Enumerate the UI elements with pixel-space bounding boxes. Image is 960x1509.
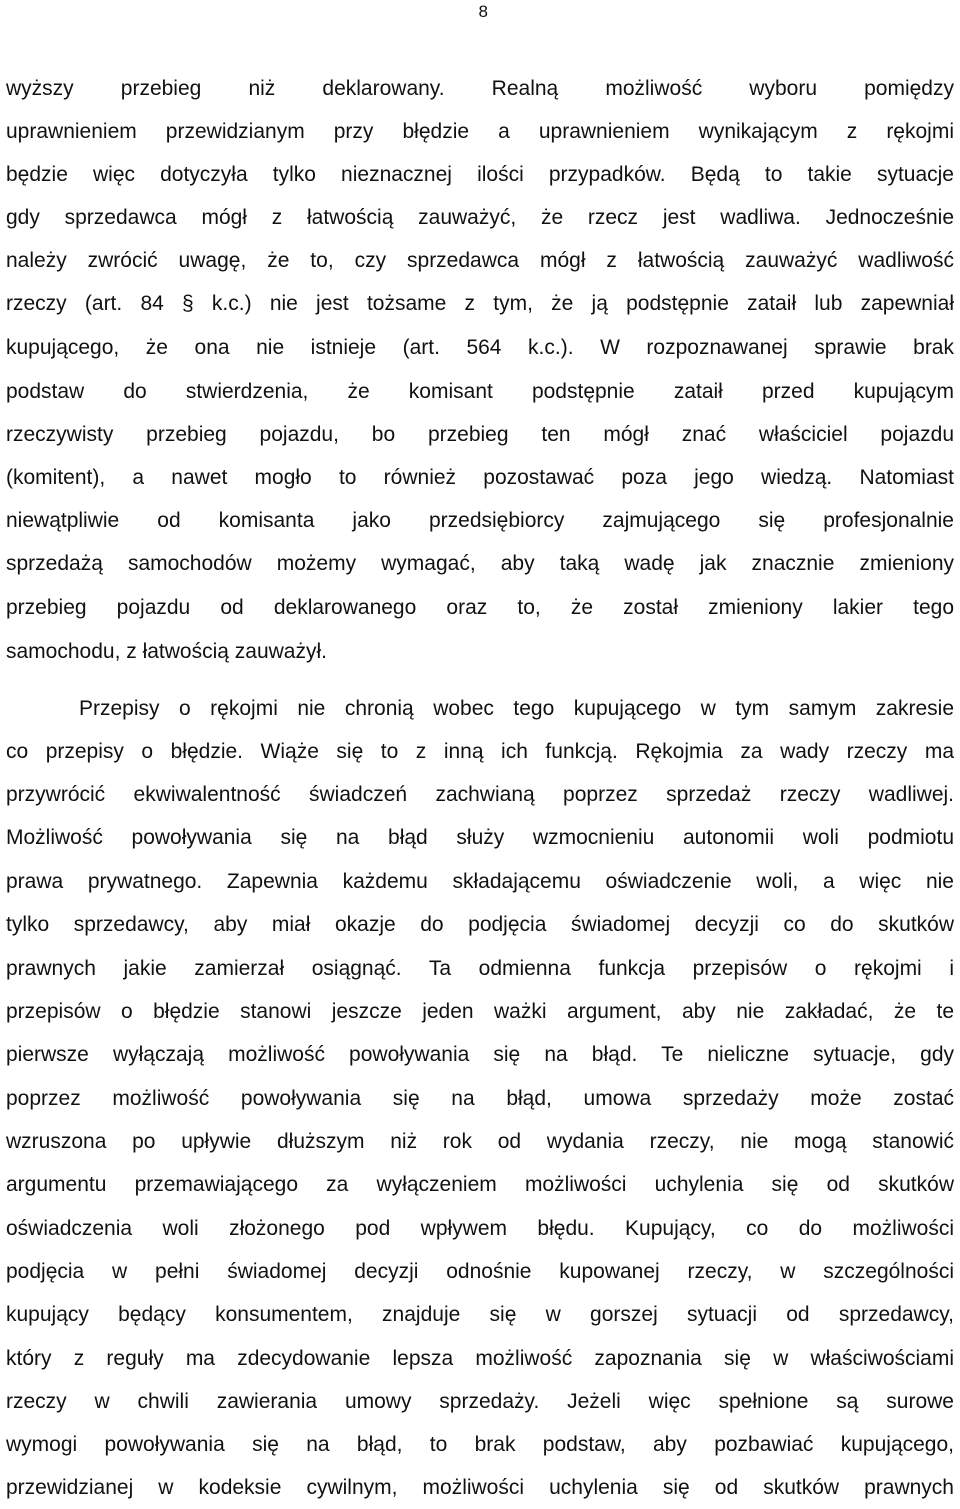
text-line: wzruszona po upływie dłuższym niż rok od wydania rzeczy, nie mogą stanowić	[6, 1130, 954, 1153]
text-line: argumentu przemawiającego za wyłączeniem możliwości uchylenia się od skutków	[6, 1173, 954, 1196]
text-line: pierwsze wyłączają możliwość powoływania się na błąd. Te nieliczne sytuacje, gdy	[6, 1043, 954, 1066]
text-line: rzeczy (art. 84 § k.c.) nie jest tożsame z tym, że ją podstępnie zataił lub zapewniał	[6, 292, 954, 315]
text-line: sprzedażą samochodów możemy wymagać, aby taką wadę jak znacznie zmieniony	[6, 552, 954, 575]
text-line: prawnych jakie zamierzał osiągnąć. Ta odmienna funkcja przepisów o rękojmi i	[6, 957, 954, 980]
text-line: przywrócić ekwiwalentność świadczeń zachwianą poprzez sprzedaż rzeczy wadliwej.	[6, 783, 954, 806]
text-line: wymogi powoływania się na błąd, to brak podstaw, aby pozbawiać kupującego,	[6, 1433, 954, 1456]
text-line: przepisów o błędzie stanowi jeszcze jeden ważki argument, aby nie zakładać, że te	[6, 1000, 954, 1023]
text-line: niewątpliwie od komisanta jako przedsiębiorcy zajmującego się profesjonalnie	[6, 509, 954, 532]
text-line: rzeczywisty przebieg pojazdu, bo przebieg ten mógł znać właściciel pojazdu	[6, 423, 954, 446]
text-line: (komitent), a nawet mogło to również pozostawać poza jego wiedzą. Natomiast	[6, 466, 954, 489]
text-line: uprawnieniem przewidzianym przy błędzie a uprawnieniem wynikającym z rękojmi	[6, 120, 954, 143]
text-line: gdy sprzedawca mógł z łatwością zauważyć, że rzecz jest wadliwa. Jednocześnie	[6, 206, 954, 229]
text-line: podstaw do stwierdzenia, że komisant podstępnie zataił przed kupującym	[6, 380, 954, 403]
text-line: samochodu, z łatwością zauważył.	[6, 640, 327, 663]
text-line: tylko sprzedawcy, aby miał okazje do podjęcia świadomej decyzji co do skutków	[6, 913, 954, 936]
text-line: podjęcia w pełni świadomej decyzji odnośnie kupowanej rzeczy, w szczególności	[6, 1260, 954, 1283]
text-line: poprzez możliwość powoływania się na błąd, umowa sprzedaży może zostać	[6, 1087, 954, 1110]
text-line: przewidzianej w kodeksie cywilnym, możliwości uchylenia się od skutków prawnych	[6, 1476, 954, 1499]
text-line: oświadczenia woli złożonego pod wpływem błędu. Kupujący, co do możliwości	[6, 1217, 954, 1240]
text-line: rzeczy w chwili zawierania umowy sprzedaży. Jeżeli więc spełnione są surowe	[6, 1390, 954, 1413]
text-line: prawa prywatnego. Zapewnia każdemu składającemu oświadczenie woli, a więc nie	[6, 870, 954, 893]
text-line: kupującego, że ona nie istnieje (art. 564 k.c.). W rozpoznawanej sprawie brak	[6, 336, 954, 359]
text-line: co przepisy o błędzie. Wiąże się to z inną ich funkcją. Rękojmia za wady rzeczy ma	[6, 740, 954, 763]
text-line: będzie więc dotyczyła tylko nieznacznej ilości przypadków. Będą to takie sytuacje	[6, 163, 954, 186]
text-line: wyższy przebieg niż deklarowany. Realną możliwość wyboru pomiędzy	[6, 77, 954, 100]
text-line: Przepisy o rękojmi nie chronią wobec tego kupującego w tym samym zakresie	[79, 697, 954, 720]
text-line: przebieg pojazdu od deklarowanego oraz to, że został zmieniony lakier tego	[6, 596, 954, 619]
text-line: kupujący będący konsumentem, znajduje się w gorszej sytuacji od sprzedawcy,	[6, 1303, 954, 1326]
text-line: który z reguły ma zdecydowanie lepsza możliwość zapoznania się w właściwościami	[6, 1347, 954, 1370]
text-line: Możliwość powoływania się na błąd służy wzmocnieniu autonomii woli podmiotu	[6, 826, 954, 849]
text-line: należy zwrócić uwagę, że to, czy sprzedawca mógł z łatwością zauważyć wadliwość	[6, 249, 954, 272]
page-number: 8	[478, 2, 488, 21]
